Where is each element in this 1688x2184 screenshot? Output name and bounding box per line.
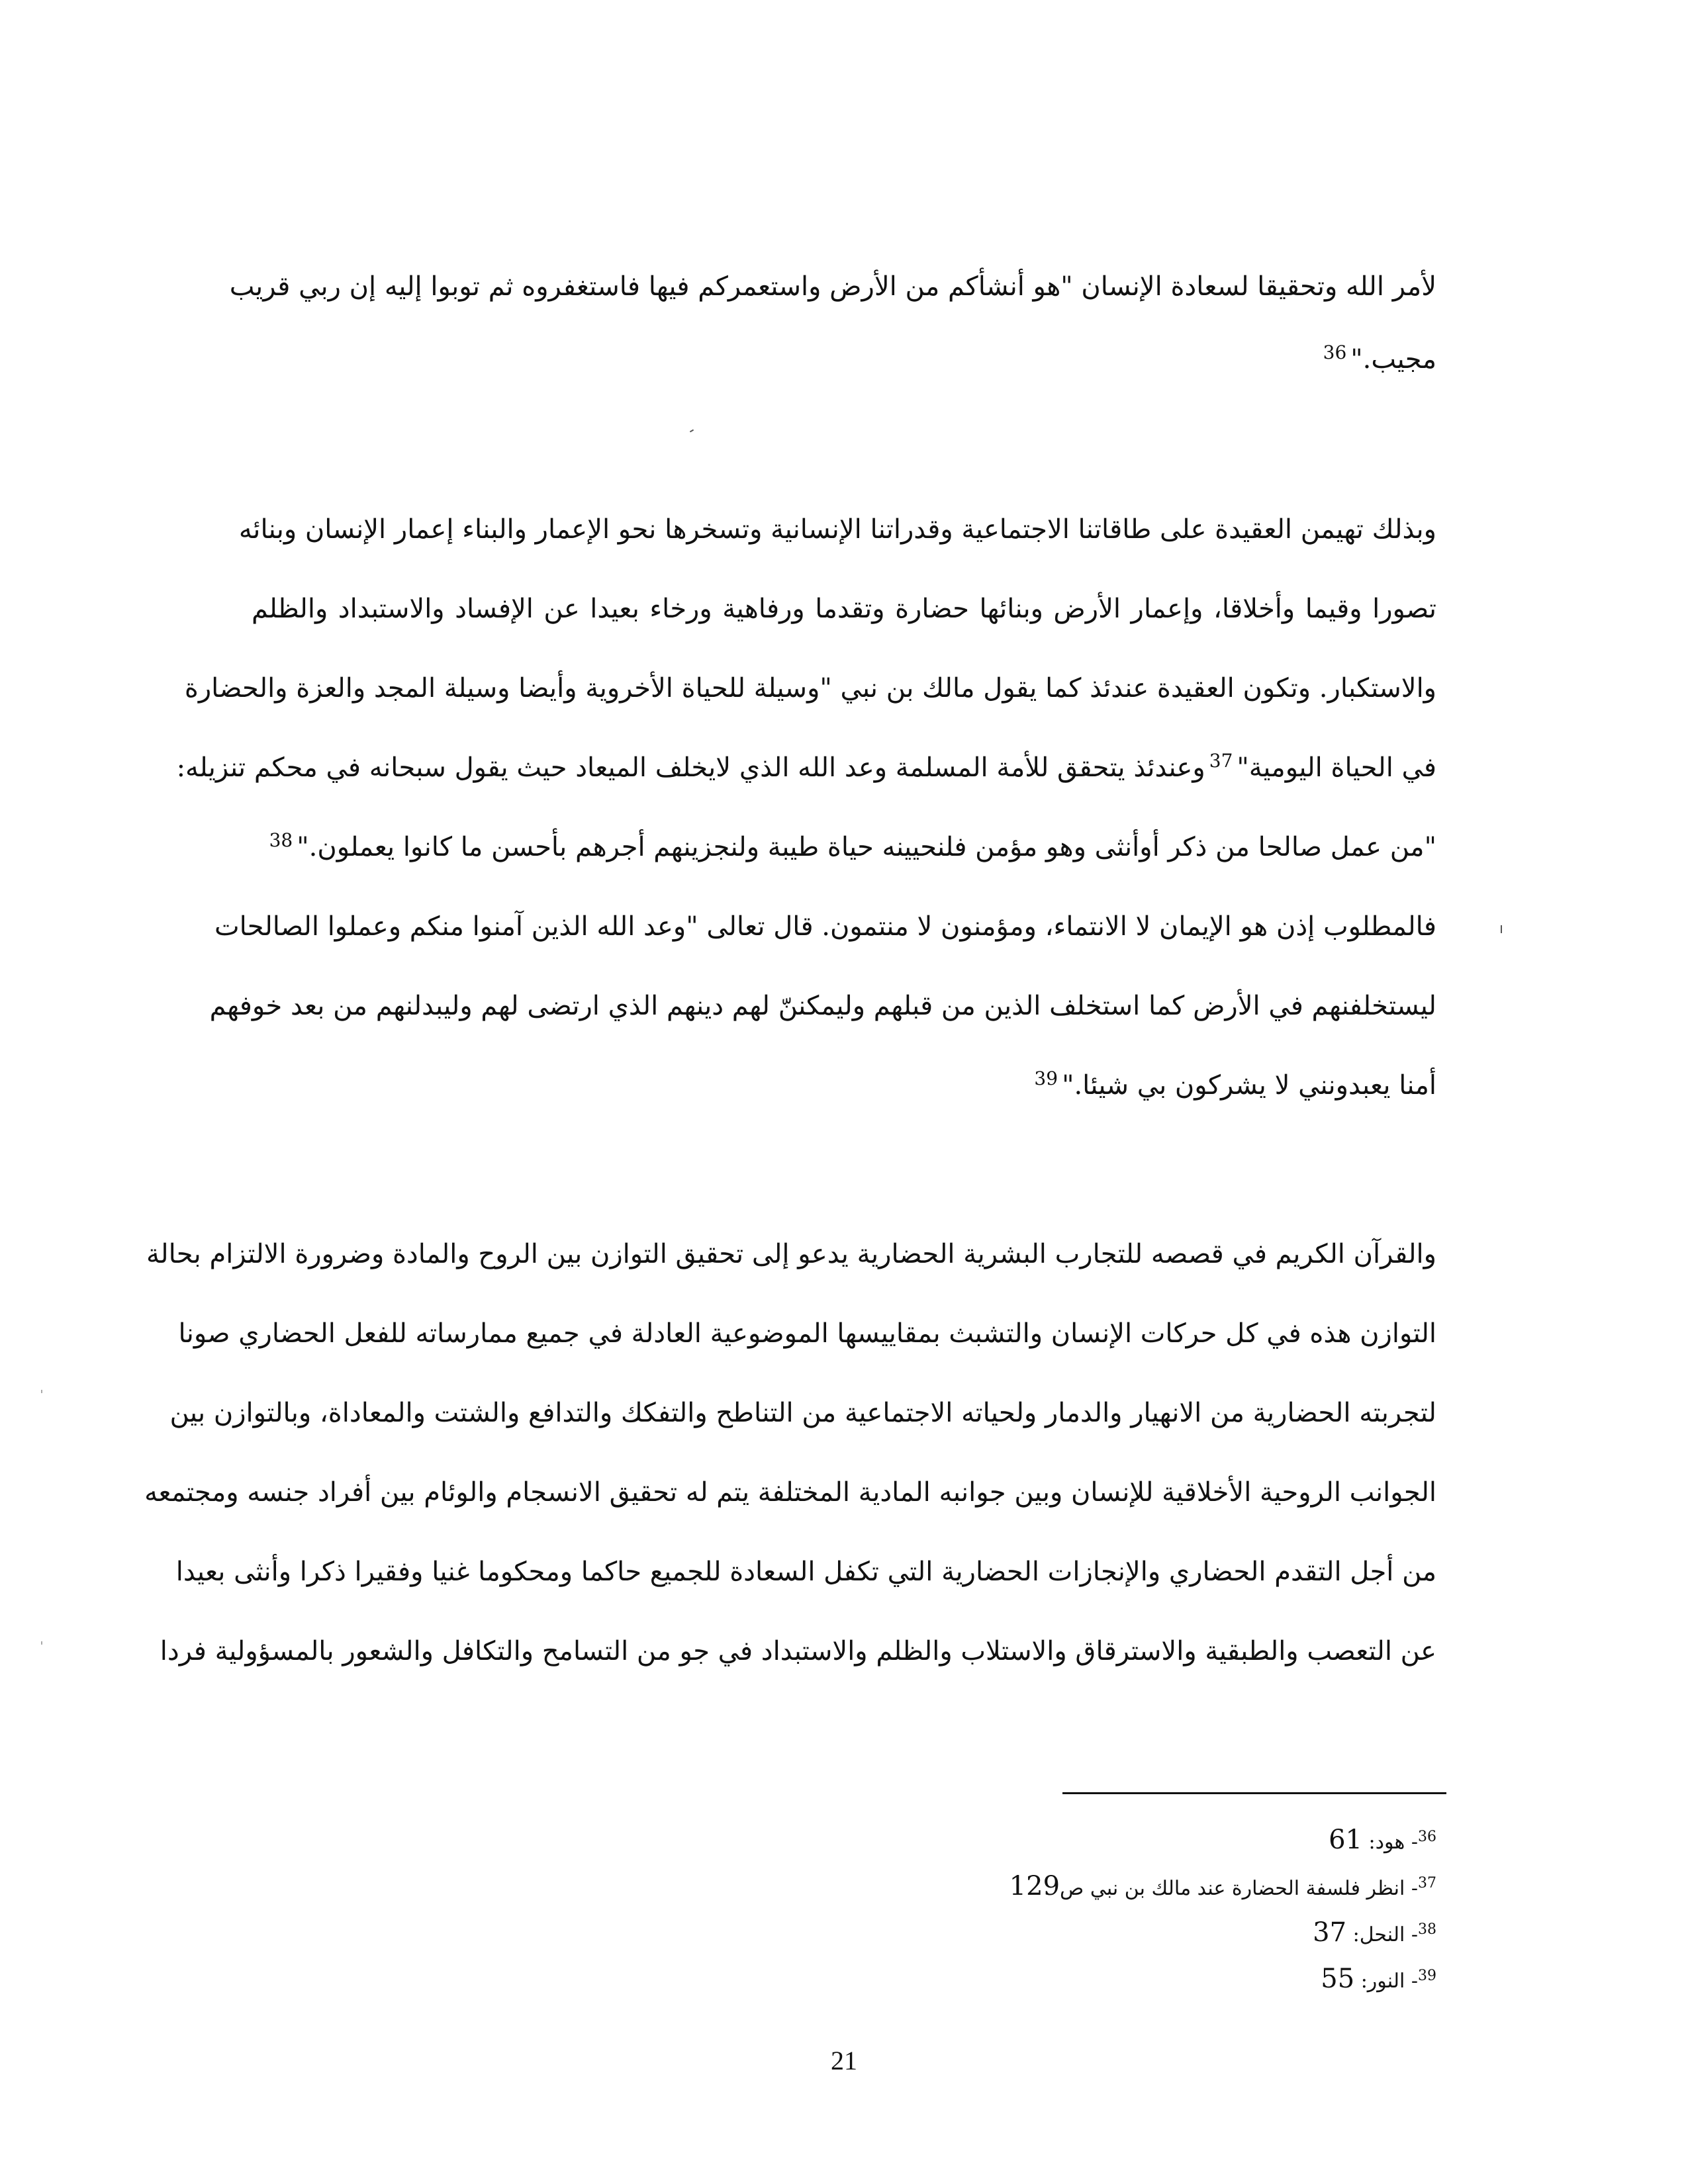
paragraph-2-line-3: والاستكبار. وتكون العقيدة عندئذ كما يقول مالك بن نبي "وسيلة للحياة الأخروية وأيضا وسيلة المجد والعزة والحضارة xyxy=(184,673,1436,704)
paragraph-1-line-1: لأمر الله وتحقيقا لسعادة الإنسان "هو أنشأكم من الأرض واستعمركم فيها فاستغفروه ثم توبوا إليه إن ربي قريب xyxy=(229,271,1436,302)
paragraph-3-line-1: والقرآن الكريم في قصصه للتجارب البشرية الحضارية يدعو إلى تحقيق التوازن بين الروح والمادة وضرورة الالتزام بحالة xyxy=(146,1239,1436,1269)
footnote-ref-38: 38 xyxy=(269,829,293,851)
paragraph-3-line-6: عن التعصب والطبقية والاسترقاق والاستلاب والظلم والاستبداد في جو من التسامح والتكافل والشعور بالمسؤولية فردا xyxy=(160,1636,1436,1666)
footnote-38: $^{38}$- النحل: 37 xyxy=(1313,1917,1436,1948)
paragraph-2-line-1: وبذلك تهيمن العقيدة على طاقاتنا الاجتماعية وقدراتنا الإنسانية وتسخرها نحو الإعمار والبناء إعمار الإنسان وبنائه xyxy=(238,514,1436,545)
footnote-ref-36: 36 xyxy=(1323,341,1347,363)
footnote-36: $^{36}$- هود: 61 xyxy=(1329,1825,1436,1855)
page-number: 21 xyxy=(831,2046,857,2075)
paragraph-2-line-8: أمنا يعبدونني لا يشركون بي شيئا."$^{39}$ xyxy=(1034,1067,1436,1101)
footnote-separator xyxy=(1062,1792,1446,1794)
paragraph-3-line-3: لتجربته الحضارية من الانهيار والدمار ولحياته الاجتماعية من التناطح والتفكك والتدافع والشتت والمعاداة، وبالتوازن بين xyxy=(169,1398,1436,1428)
paragraph-2-line-5: "من عمل صالحا من ذكر أوأنثى وهو مؤمن فلنحيينه حياة طيبة ولنجزينهم أجرهم بأحسن ما كانوا يعملون."$^{38}$ xyxy=(269,829,1436,862)
scan-speck xyxy=(41,1641,42,1645)
paragraph-3-line-5: من أجل التقدم الحضاري والإنجازات الحضارية التي تكفل السعادة للجميع حاكما ومحكوما غنيا وفقيرا ذكرا وأنثى بعيدا xyxy=(175,1557,1436,1587)
footnote-37: $^{37}$- انظر فلسفة الحضارة عند مالك بن نبي ص129 xyxy=(1009,1871,1436,1901)
paragraph-2-line-4: في الحياة اليومية"$^{37}$وعندئذ يتحقق للأمة المسلمة وعد الله الذي لايخلف الميعاد حيث يقول سبحانه في محكم تنزيله: xyxy=(176,749,1436,783)
paragraph-2-line-7: ليستخلفنهم في الأرض كما استخلف الذين من قبلهم وليمكننّ لهم دينهم الذي ارتضى لهم وليبدلنهم من بعد خوفهم xyxy=(209,991,1436,1021)
scan-speck xyxy=(1501,925,1502,933)
paragraph-3-line-2: التوازن هذه في كل حركات الإنسان والتشبث بمقاييسها الموضوعية العادلة في جميع ممارساته للفعل الحضاري صونا xyxy=(178,1318,1436,1349)
footnote-ref-37: 37 xyxy=(1209,749,1233,772)
paragraph-2-line-6: فالمطلوب إذن هو الإيمان لا الانتماء، ومؤمنون لا منتمون. قال تعالى "وعد الله الذين آمنوا منكم وعملوا الصالحات xyxy=(214,911,1436,942)
paragraph-1-line-2: مجيب."$^{36}$ xyxy=(1323,341,1436,375)
paragraph-2-line-2: تصورا وقيما وأخلاقا، وإعمار الأرض وبنائها حضارة وتقدما ورفاهية ورخاء بعيدا عن الإفساد والاستبداد والظلم xyxy=(252,594,1436,624)
scan-speck xyxy=(41,1390,42,1393)
scan-speck xyxy=(690,430,694,433)
paragraph-3-line-4: الجوانب الروحية الأخلاقية للإنسان وبين جوانبه المادية المختلفة يتم له تحقيق الانسجام والوئام بين أفراد جنسه ومجتمعه xyxy=(144,1477,1436,1508)
footnote-ref-39: 39 xyxy=(1034,1067,1058,1089)
footnote-39: $^{39}$- النور: 55 xyxy=(1321,1964,1436,1994)
